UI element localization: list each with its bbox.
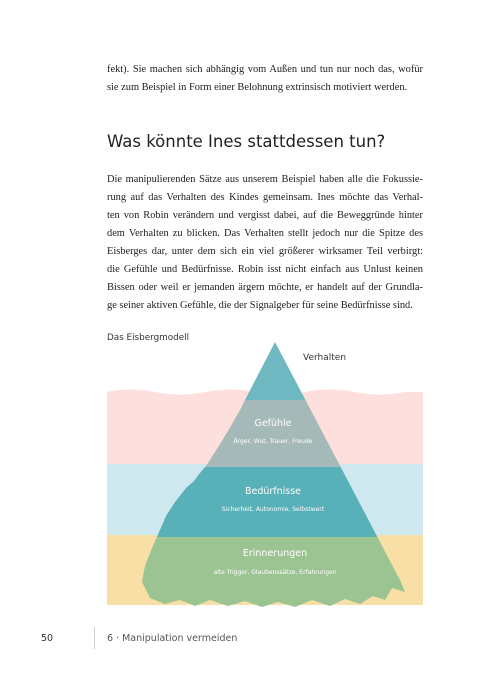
text-line: Die manipulierenden Sätze aus unserem Beispiel haben alle die Fokussie- xyxy=(107,174,423,185)
layer-subtitle: Sicherheit, Autonomie, Selbstwert xyxy=(221,506,325,513)
layer-title: Erinnerungen xyxy=(242,548,308,559)
text-line: sie zum Beispiel in Form einer Belohnung extrinsisch motiviert werden. xyxy=(107,82,408,93)
footer-divider xyxy=(94,627,95,649)
text-line: rung auf das Verhalten des Kindes gemeinsam. Ines möchte das Verhal- xyxy=(107,192,423,203)
chapter-running-head: 6 · Manipulation vermeiden xyxy=(107,633,238,644)
layer-subtitle: alte Trigger, Glaubenssätze, Erfahrungen xyxy=(213,569,337,576)
text-line: dem Verhalten zu blicken. Das Verhalten stellt jedoch nur die Spitze des xyxy=(107,228,423,239)
layer-title: Gefühle xyxy=(254,418,292,429)
text-line: Bissen oder weil er jemanden ärgern möchte, er handelt auf der Grundla- xyxy=(107,282,423,293)
text-line: fekt). Sie machen sich abhängig vom Außen und tun nur noch das, wofür xyxy=(107,64,423,75)
section-heading: Was könnte Ines stattdessen tun? xyxy=(107,132,386,151)
text-line: ten von Robin verändern und vergisst dabei, auf die Beweggründe hinter xyxy=(107,210,423,221)
figure-title: Das Eisbergmodell xyxy=(107,333,190,343)
text-line: Eisberges dar, unter dem sich ein viel größerer wirksamer Teil verbirgt: xyxy=(107,246,423,257)
ice-tip xyxy=(100,330,440,400)
layer-subtitle: Ärger, Wut, Trauer, Freude xyxy=(233,438,313,445)
text-line: ge seiner aktiven Gefühle, die der Signalgeber für seine Bedürfnisse sind. xyxy=(107,300,413,311)
tip-label: Verhalten xyxy=(303,353,347,363)
page-number: 50 xyxy=(41,633,54,644)
layer-title: Bedürfnisse xyxy=(244,486,302,497)
text-line: die Gefühle und Bedürfnisse. Robin isst nicht einfach aus Unlust keinen xyxy=(107,264,423,275)
